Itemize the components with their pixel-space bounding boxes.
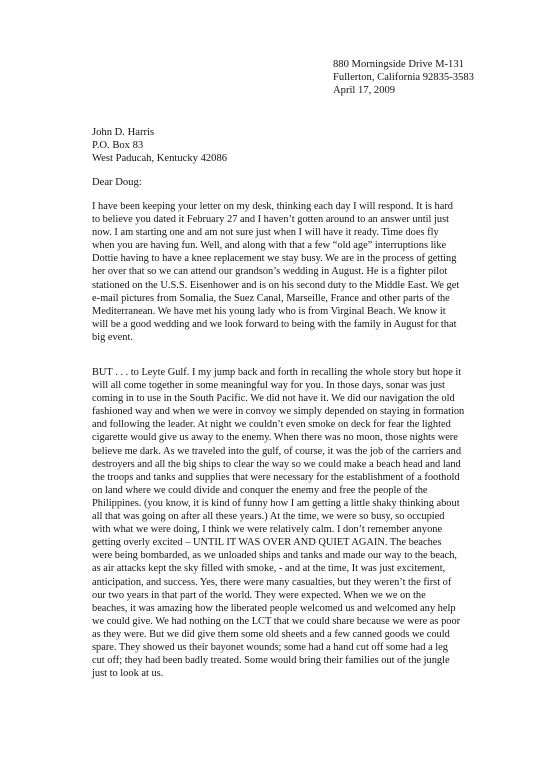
recipient-city: West Paducah, Kentucky 42086 [92, 153, 228, 164]
text-line: we could give. We had nothing on the LCT that we could share because we were as poor [92, 615, 461, 627]
text-line: believe me dark. As we traveled into the gulf, of course, it was the job of the carriers and [92, 445, 462, 457]
text-line: as they were. But we did give them some old sheets and a few canned goods we could [92, 628, 450, 640]
text-line: Philippines. (you know, it is kind of funny how I am getting a little shaky thinking about [92, 497, 460, 509]
text-line: and following the leader. At night we couldn’t even smoke on deck for fear the lighted [92, 419, 451, 431]
text-line: spare. They showed us their bayonet wounds; some had a hand cut off some had a leg [92, 641, 448, 653]
text-line: will all come together in some meaningful way for you. In those days, sonar was just [92, 380, 445, 392]
text-line: now. I am starting one and am not sure just when I will have it ready. Time does fly [92, 227, 439, 239]
text-line: just to look at us. [92, 668, 164, 680]
text-line: coming in to use in the South Pacific. We did not have it. We did our navigation the old [92, 393, 455, 405]
text-line: Dottie having to have a knee replacement we stay busy. We are in the process of getting [92, 253, 457, 265]
sender-city: Fullerton, California 92835-3583 [333, 72, 474, 83]
text-line: anticipation, and success. Yes, there were many casualties, but they weren’t the first of [92, 576, 452, 588]
recipient-po-box: P.O. Box 83 [92, 140, 144, 151]
salutation: Dear Doug: [92, 177, 142, 188]
text-line: were being bombarded, as we unloaded ships and tanks and made our way to the beach, [92, 550, 458, 562]
recipient-name: John D. Harris [92, 127, 155, 138]
recipient-address-block [92, 126, 227, 165]
text-line: all that was going on after all these years.) At the time, we were so busy, so occupied [92, 511, 445, 523]
text-line: our two years in that part of the world. They were expected. When we we on the [92, 589, 426, 601]
text-line: big event. [92, 331, 133, 343]
text-line: stationed on the U.S.S. Eisenhower and is on his second duty to the Middle East. We get [92, 279, 460, 291]
text-line: when you are having fun. Well, and along with that a few “old age” interruptions like [92, 240, 447, 252]
text-line: the troops and tanks and supplies that were necessary for the establishment of a foothold [92, 471, 460, 483]
paragraph-2 [92, 366, 464, 680]
text-line: will be a good wedding and we look forward to being with the family in August for that [92, 318, 457, 330]
sender-street: 880 Morningside Drive M-131 [333, 59, 464, 70]
text-line: her over that so we can attend our grandson’s wedding in August. He is a fighter pilot [92, 266, 448, 278]
text-line: getting overly excited – UNTIL IT WAS OVER AND QUIET AGAIN. The beaches [92, 537, 442, 549]
text-line: cigarette would give us away to the enemy. When there was no moon, those nights were [92, 432, 458, 444]
text-line: destroyers and all the big ships to clear the way so we could make a beach head and land [92, 458, 461, 470]
text-line: with what we were doing, I think we were relatively calm. I don’t remember anyone [92, 524, 443, 536]
text-line: beaches, it was amazing how the liberated people welcomed us and welcomed any help [92, 602, 456, 614]
text-line: fashioned way and when we were in convoy we simply depended on staying in formation [92, 406, 465, 418]
letter-date: April 17, 2009 [333, 85, 396, 96]
text-line: BUT . . . to Leyte Gulf. I my jump back and forth in recalling the whole story but hope it [92, 367, 462, 378]
text-line: e-mail pictures from Somalia, the Suez Canal, Marseille, France and other parts of the [92, 292, 450, 304]
text-line: as air attacks kept the sky filled with smoke, - and at the time, It was just excitement, [92, 563, 446, 575]
paragraph-1 [92, 200, 459, 344]
sender-address-block [333, 58, 474, 97]
text-line: on land where we could divide and conquer the enemy and free the people of the [92, 484, 428, 496]
text-line: to believe you dated it February 27 and I haven’t gotten around to an answer until just [92, 214, 450, 226]
text-line: I have been keeping your letter on my desk, thinking each day I will respond. It is hard [92, 201, 453, 212]
text-line: Mediterranean. We have met his young lady who is from Virginal Beach. We know it [92, 305, 446, 317]
text-line: cut off; they had been badly treated. Some would bring their families out of the jungle [92, 655, 450, 667]
